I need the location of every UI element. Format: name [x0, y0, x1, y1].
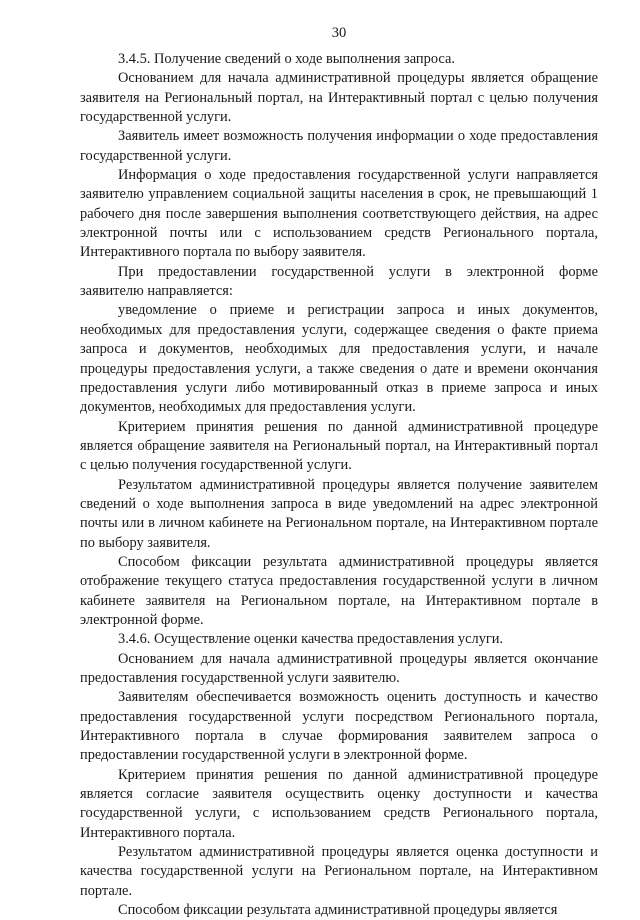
paragraph: Способом фиксации результата административной процедуры является отображение текущего статуса предоставления государственной услуги в личном кабинете заявителя на Региональном портале, на Интерактивном портале в электронной форме.	[80, 553, 598, 628]
paragraph: Способом фиксации результата административной процедуры является	[118, 902, 558, 919]
paragraph: Результатом административной процедуры является получение заявителем сведений о ходе выполнения запроса в виде уведомлений на адрес электронной почты или в личном кабинете на Региональном портале, на Интерактивном портале по выбору заявителя.	[80, 476, 598, 551]
document-page	[80, 22, 598, 920]
paragraph: Заявитель имеет возможность получения информации о ходе предоставления государственной услуги.	[80, 128, 598, 164]
page-number: 30	[331, 25, 347, 41]
paragraph: Основанием для начала административной процедуры является окончание предоставления государственной услуги заявителю.	[80, 650, 598, 686]
section-heading-3-4-6: 3.4.6. Осуществление оценки качества предоставления услуги.	[118, 631, 504, 648]
paragraph: Результатом административной процедуры является оценка доступности и качества государственной услуги на Региональном портале, на Интерактивном портале.	[80, 844, 598, 899]
paragraph: Основанием для начала административной процедуры является обращение заявителя на Региональный портал, на Интерактивный портал с целью получения государственной услуги.	[80, 70, 598, 126]
paragraph: уведомление о приеме и регистрации запроса и иных документов, необходимых для предоставления услуги, содержащее сведения о факте приема запроса и документов, необходимых для предоставления услуги, и начале процедуры предоставления услуги, а также сведения о дате и времени окончания предоставления услуги либо мотивированный отказ в приеме запроса и иных документов, необходимых для предоставления услуги.	[80, 302, 598, 416]
paragraph: Критерием принятия решения по данной административной процедуре является обращение заявителя на Региональный портал, на Интерактивный портал с целью получения государственной услуги.	[80, 418, 598, 474]
paragraph: При предоставлении государственной услуги в электронной форме заявителю направляется:	[80, 263, 598, 300]
paragraph: Информация о ходе предоставления государственной услуги направляется заявителю управлением социальной защиты населения в срок, не превышающий 1 рабочего дня после завершения выполнения соответствующего действия, на адрес электронной почты или с использованием средств Регионального портала, Интерактивного портала по выбору заявителя.	[80, 167, 598, 261]
section-heading-3-4-5: 3.4.5. Получение сведений о ходе выполнения запроса.	[118, 51, 455, 67]
paragraph: Заявителям обеспечивается возможность оценить доступность и качество предоставления государственной услуги посредством Регионального портала, Интерактивного портала в случае формирования заявителем запроса о предоставлении государственной услуги в электронной форме.	[80, 689, 598, 764]
paragraph: Критерием принятия решения по данной административной процедуре является согласие заявителя осуществить оценку доступности и качества государственной услуги, с использованием средств Регионального портала, Интерактивного портала.	[80, 766, 598, 841]
